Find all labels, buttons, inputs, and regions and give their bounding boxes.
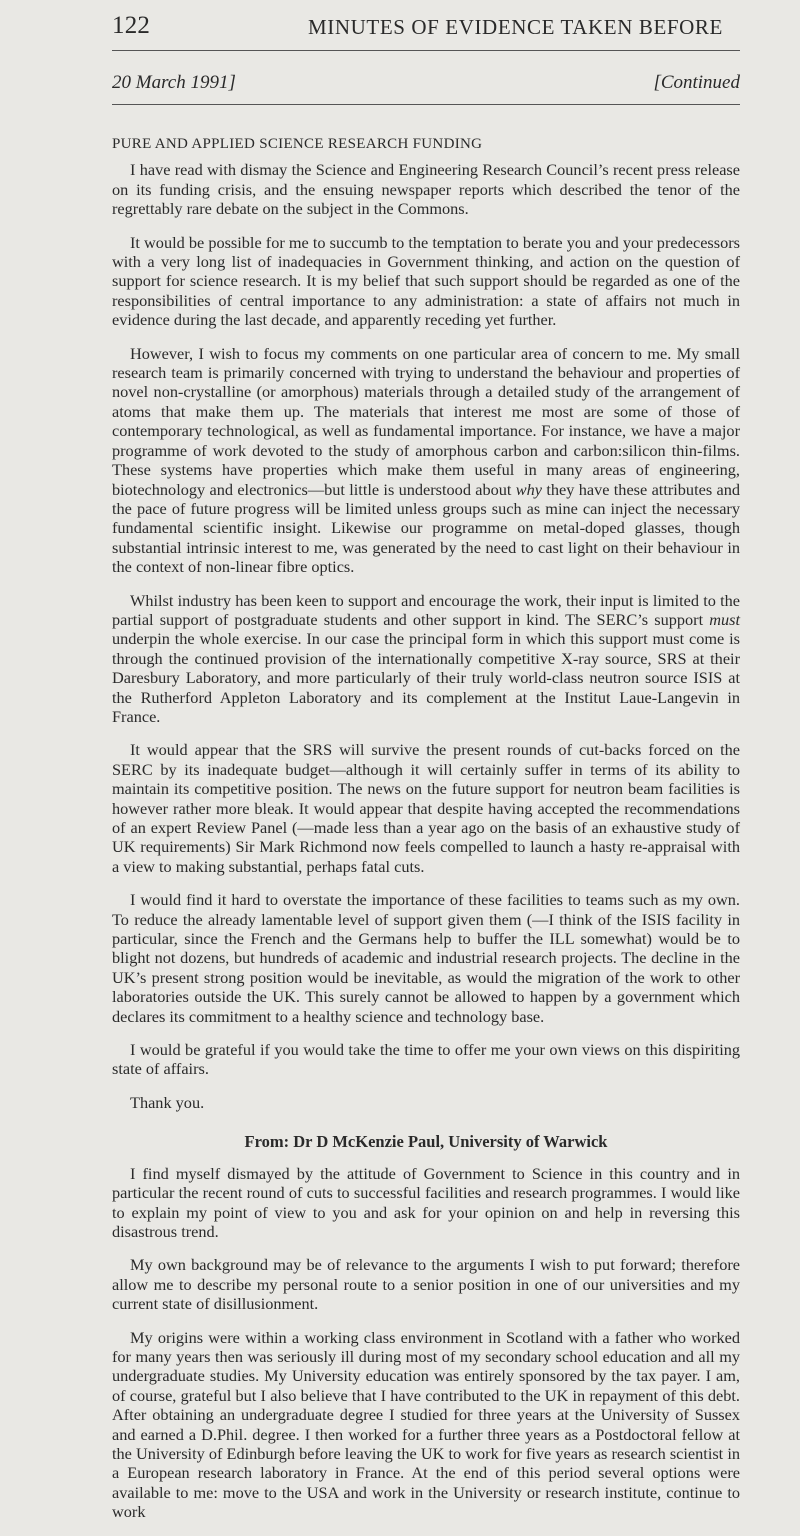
letter-from-heading: From: Dr D McKenzie Paul, University of Warwick (244, 1132, 608, 1152)
emphasis: must (709, 609, 740, 629)
text-run: Whilst industry has been keen to support and encourage the work, their input is limited to the partial support of postgraduate students and other support in kind. The SERC’s support (112, 590, 740, 629)
paragraph: I find myself dismayed by the attitude of Government to Science in this country and in particular the recent round of cuts to successful facilities and research programmes. I would like to explain my point of view to you and ask for your opinion on and help in reversing this disastrous trend. (112, 1163, 740, 1241)
paragraph: It would be possible for me to succumb to the temptation to berate you and your predecessors with a very long list of inadequacies in Government thinking, and action on the question of support for science research. It is my belief that such support should be regarded as one of the responsibilities of central importance to any administration: a state of affairs not much in evidence during the last decade, and apparently receding yet further. (112, 232, 740, 330)
text-run: However, I wish to focus my comments on one particular area of concern to me. My small research team is primarily concerned with trying to understand the behaviour and properties of novel non-crystalline (or amorphous) materials through a detailed study of the arrangement of atoms that make them up. The materials that interest me most are some of those of contemporary technological, as well as fundamental importance. For instance, we have a major programme of work devoted to the study of amorphous carbon and carbon:silicon thin-films. These systems have properties which make them useful in many areas of engineering, biotechnology and electronics—but little is understood about (112, 343, 740, 499)
emphasis: why (515, 479, 543, 499)
paragraph: I would find it hard to overstate the importance of these facilities to teams such as my own. To reduce the already lamentable level of support given them (—I think of the ISIS facility in particular, since the French and the Germans help to buffer the ILL somewhat) would be to blight not dozens, but hundreds of academic and industrial research projects. The decline in the UK’s present strong position would be inevitable, as would the migration of the work to other laboratories outside the UK. This surely cannot be allowed to happen by a government which declares its commitment to a healthy science and technology base. (112, 890, 740, 1026)
paragraph (112, 591, 740, 727)
text-run: underpin the whole exercise. In our case the principal form in which this support must come is through the continued provision of the internationally competitive X-ray source, SRS at their Daresbury Laboratory, and more particularly of their truly world-class neutron source ISIS at the Rutherford Appleton Laboratory and its complement at the Institut Laue-Langevin in France. (112, 629, 740, 726)
paragraph (112, 344, 740, 577)
dateline (112, 72, 740, 94)
paragraph: My origins were within a working class environment in Scotland with a father who worked for many years then was seriously ill during most of my secondary school education and all my undergraduate studies. My University education was entirely sponsored by the tax payer. I am, of course, grateful but I also believe that I have contributed to the UK in repayment of this debt. After obtaining an undergraduate degree I studied for three years at the University of Sussex and earned a D.Phil. degree. I then worked for a further three years as a Postdoctoral fellow at the University of Edinburgh before leaving the UK to work for five years as research scientist in a European research laboratory in France. At the end of this period several options were available to me: move to the USA and work in the University or research institute, continue to work (112, 1327, 740, 1522)
header-rule-top (112, 50, 740, 51)
paragraph: I have read with dismay the Science and Engineering Research Council’s recent press release on its funding crisis, and the ensuing newspaper reports which described the tenor of the regrettably rare debate on the subject in the Commons. (112, 160, 740, 219)
continued-label: [Continued (653, 72, 740, 93)
text-run: they have these attributes and the pace of future progress will be limited unless groups such as mine can inject the necessary fundamental scientific insight. Likewise our programme on metal-doped glasses, though substantial intrinsic interest to me, was generated by the need to cast light on their behaviour in the context of non-linear fibre optics. (112, 479, 740, 577)
page-number: 122 (112, 12, 151, 39)
header-rule-bottom (112, 104, 740, 105)
running-title: MINUTES OF EVIDENCE TAKEN BEFORE (308, 15, 723, 39)
paragraph: It would appear that the SRS will survive the present rounds of cut-backs forced on the SERC by its inadequate budget—although it will certainly suffer in terms of its ability to maintain its competitive position. The news on the future support for neutron beam facilities is however rather more bleak. It would appear that despite having accepted the recommendations of an expert Review Panel (—made less than a year ago on the basis of an exhaustive study of UK requirements) Sir Mark Richmond now feels compelled to launch a hasty re-appraisal with a view to making substantial, perhaps fatal cuts. (112, 740, 740, 876)
closing-line: Thank you. (130, 1092, 205, 1112)
document-body (112, 135, 740, 1536)
paragraph: My own background may be of relevance to the arguments I wish to put forward; therefore allow me to describe my personal route to a senior position in one of our universities and my current state of disillusionment. (112, 1255, 740, 1314)
date-label: 20 March 1991] (112, 72, 236, 93)
section-heading: PURE AND APPLIED SCIENCE RESEARCH FUNDING (112, 136, 483, 152)
paragraph: I would be grateful if you would take the time to offer me your own views on this dispiriting state of affairs. (112, 1040, 740, 1079)
